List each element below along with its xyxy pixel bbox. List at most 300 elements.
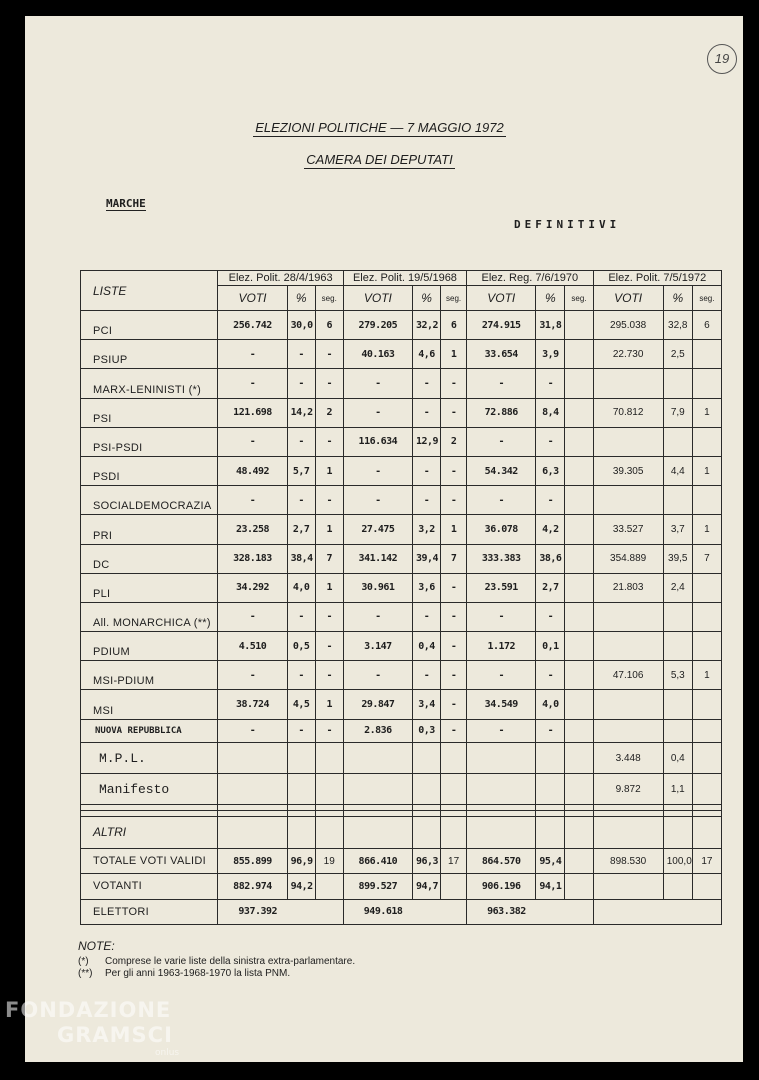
pct-header: %	[663, 286, 692, 311]
cell: 17	[692, 848, 721, 873]
cell: -	[343, 369, 412, 398]
cell: 96,9	[287, 848, 315, 873]
totals-label: VOTANTI	[81, 874, 218, 899]
cell: -	[467, 369, 536, 398]
cell: -	[412, 602, 440, 631]
cell: 23.258	[218, 515, 287, 544]
cell	[287, 816, 315, 848]
cell	[692, 774, 721, 805]
cell: 32,2	[412, 311, 440, 340]
pct-header: %	[536, 286, 565, 311]
cell: 8,4	[536, 398, 565, 427]
cell: 963.382	[467, 899, 593, 925]
cell: -	[441, 719, 467, 742]
cell	[692, 874, 721, 899]
table-row	[81, 742, 722, 773]
cell: 328.183	[218, 544, 287, 573]
table-row	[81, 774, 722, 805]
region-label: MARCHE	[106, 197, 146, 210]
cell	[692, 719, 721, 742]
cell	[692, 602, 721, 631]
cell: -	[536, 486, 565, 515]
cell	[565, 486, 593, 515]
cell: 256.742	[218, 311, 287, 340]
cell: 0,4	[663, 742, 692, 773]
cell: 341.142	[343, 544, 412, 573]
cell: 6	[692, 311, 721, 340]
cell: 1.172	[467, 632, 536, 661]
cell: 19	[315, 848, 343, 873]
cell: 2,7	[536, 573, 565, 602]
cell: 1	[315, 515, 343, 544]
cell	[692, 742, 721, 773]
table-row	[81, 602, 722, 631]
cell: 7	[692, 544, 721, 573]
cell: -	[467, 486, 536, 515]
cell	[565, 602, 593, 631]
cell	[663, 690, 692, 719]
party-name: M.P.L.	[81, 742, 218, 773]
note-key: (**)	[78, 968, 93, 979]
cell	[593, 369, 663, 398]
cell: -	[343, 602, 412, 631]
cell	[663, 427, 692, 456]
seg-header: seg.	[315, 286, 343, 311]
cell: -	[287, 427, 315, 456]
cell	[663, 486, 692, 515]
cell: 39,5	[663, 544, 692, 573]
totals-label: ELETTORI	[81, 899, 218, 925]
party-name: DC	[81, 544, 218, 573]
party-name: PDIUM	[81, 632, 218, 661]
cell: -	[343, 456, 412, 485]
table-row	[81, 456, 722, 485]
watermark-line: FONDAZIONE	[5, 998, 172, 1022]
cell	[565, 515, 593, 544]
party-name: PSIUP	[81, 340, 218, 369]
cell	[315, 816, 343, 848]
cell: 1	[441, 515, 467, 544]
cell	[218, 742, 287, 773]
title-text: ELEZIONI POLITICHE — 7 MAGGIO 1972	[255, 120, 504, 135]
cell: 1	[315, 573, 343, 602]
table-row	[81, 816, 722, 848]
cell: 39,4	[412, 544, 440, 573]
cell: 1	[315, 690, 343, 719]
cell: -	[315, 486, 343, 515]
table-row	[81, 486, 722, 515]
table-row	[81, 719, 722, 742]
cell: 70.812	[593, 398, 663, 427]
cell: -	[441, 573, 467, 602]
cell: 40.163	[343, 340, 412, 369]
cell: 3.448	[593, 742, 663, 773]
cell: 3.147	[343, 632, 412, 661]
cell: -	[441, 661, 467, 690]
cell: 54.342	[467, 456, 536, 485]
cell	[343, 774, 412, 805]
cell: 94,7	[412, 874, 440, 899]
cell: 121.698	[218, 398, 287, 427]
table-row	[81, 369, 722, 398]
election-header-1968: Elez. Polit. 19/5/1968	[343, 271, 466, 286]
cell	[565, 573, 593, 602]
cell: 22.730	[593, 340, 663, 369]
watermark-logo	[5, 998, 179, 1058]
cell: 39.305	[593, 456, 663, 485]
cell	[565, 456, 593, 485]
cell: 7,9	[663, 398, 692, 427]
table-row	[81, 690, 722, 719]
cell: 30.961	[343, 573, 412, 602]
cell: -	[287, 719, 315, 742]
cell: 6	[315, 311, 343, 340]
table-row	[81, 340, 722, 369]
cell: -	[441, 398, 467, 427]
seg-header: seg.	[692, 286, 721, 311]
cell: 2,5	[663, 340, 692, 369]
cell	[565, 632, 593, 661]
cell: 5,7	[287, 456, 315, 485]
cell: 30,0	[287, 311, 315, 340]
cell	[565, 544, 593, 573]
cell	[412, 742, 440, 773]
party-name: MSI	[81, 690, 218, 719]
cell: -	[441, 369, 467, 398]
cell	[593, 874, 663, 899]
cell: -	[315, 340, 343, 369]
election-header-1972: Elez. Polit. 7/5/1972	[593, 271, 721, 286]
cell: 5,3	[663, 661, 692, 690]
cell: 4,6	[412, 340, 440, 369]
cell	[692, 340, 721, 369]
cell: 1	[315, 456, 343, 485]
cell	[692, 573, 721, 602]
cell	[565, 774, 593, 805]
cell: 1,1	[663, 774, 692, 805]
page-number: 19	[707, 44, 737, 74]
totals-row-votanti	[81, 874, 722, 899]
cell	[593, 719, 663, 742]
cell: 100,0	[663, 848, 692, 873]
cell	[565, 719, 593, 742]
voti-header: VOTI	[343, 286, 412, 311]
cell: 0,3	[412, 719, 440, 742]
cell	[565, 661, 593, 690]
cell: 937.392	[218, 899, 343, 925]
cell: -	[536, 427, 565, 456]
cell	[343, 742, 412, 773]
cell: 34.549	[467, 690, 536, 719]
cell: 116.634	[343, 427, 412, 456]
cell: -	[218, 602, 287, 631]
cell: -	[412, 398, 440, 427]
cell: -	[467, 719, 536, 742]
cell: -	[343, 398, 412, 427]
note-text: Per gli anni 1963-1968-1970 la lista PNM.	[105, 968, 291, 979]
cell: 12,9	[412, 427, 440, 456]
cell	[593, 632, 663, 661]
cell	[593, 899, 721, 925]
cell: 864.570	[467, 848, 536, 873]
cell: 38,6	[536, 544, 565, 573]
cell: 72.886	[467, 398, 536, 427]
cell: 0,5	[287, 632, 315, 661]
cell: 34.292	[218, 573, 287, 602]
cell: -	[467, 427, 536, 456]
cell	[441, 816, 467, 848]
note-item	[78, 956, 355, 967]
cell: 94,1	[536, 874, 565, 899]
cell: 949.618	[343, 899, 466, 925]
cell: 3,2	[412, 515, 440, 544]
cell	[343, 816, 412, 848]
cell	[315, 742, 343, 773]
cell: -	[315, 369, 343, 398]
cell: -	[412, 661, 440, 690]
table-row	[81, 515, 722, 544]
cell: -	[315, 719, 343, 742]
cell: 4.510	[218, 632, 287, 661]
cell	[218, 774, 287, 805]
cell: 0,1	[536, 632, 565, 661]
cell	[663, 602, 692, 631]
cell	[565, 874, 593, 899]
cell: 4,5	[287, 690, 315, 719]
cell: 31,8	[536, 311, 565, 340]
cell: -	[218, 486, 287, 515]
party-name: MSI-PDIUM	[81, 661, 218, 690]
table-row	[81, 311, 722, 340]
cell: 2.836	[343, 719, 412, 742]
cell	[692, 816, 721, 848]
totals-label: TOTALE VOTI VALIDI	[81, 848, 218, 873]
cell: 866.410	[343, 848, 412, 873]
cell: 1	[692, 515, 721, 544]
cell: -	[412, 456, 440, 485]
cell	[692, 486, 721, 515]
cell: 906.196	[467, 874, 536, 899]
cell	[565, 742, 593, 773]
party-name: SOCIALDEMOCRAZIA	[81, 486, 218, 515]
cell: 1	[692, 456, 721, 485]
cell: 32,8	[663, 311, 692, 340]
cell: 2	[315, 398, 343, 427]
cell: 295.038	[593, 311, 663, 340]
cell: 2	[441, 427, 467, 456]
cell: 3,4	[412, 690, 440, 719]
cell	[692, 427, 721, 456]
cell: 7	[441, 544, 467, 573]
cell: 354.889	[593, 544, 663, 573]
cell: -	[287, 340, 315, 369]
note-item	[78, 968, 355, 979]
cell	[565, 340, 593, 369]
cell: 0,4	[412, 632, 440, 661]
totals-row-validi	[81, 848, 722, 873]
cell: 38.724	[218, 690, 287, 719]
cell: 9.872	[593, 774, 663, 805]
cell	[593, 690, 663, 719]
cell: 3,7	[663, 515, 692, 544]
cell	[565, 369, 593, 398]
cell: -	[441, 632, 467, 661]
cell	[467, 742, 536, 773]
cell: 3,6	[412, 573, 440, 602]
cell	[287, 774, 315, 805]
cell: 4,0	[287, 573, 315, 602]
cell: 23.591	[467, 573, 536, 602]
results-table	[80, 270, 722, 925]
cell: 48.492	[218, 456, 287, 485]
cell: -	[287, 661, 315, 690]
cell	[412, 816, 440, 848]
seg-header: seg.	[565, 286, 593, 311]
cell	[663, 632, 692, 661]
cell: -	[441, 486, 467, 515]
cell: 2,4	[663, 573, 692, 602]
cell: 1	[692, 398, 721, 427]
cell: -	[218, 369, 287, 398]
cell: 4,4	[663, 456, 692, 485]
cell	[536, 742, 565, 773]
cell: 1	[441, 340, 467, 369]
cell	[663, 719, 692, 742]
cell: 4,2	[536, 515, 565, 544]
cell: 27.475	[343, 515, 412, 544]
cell	[663, 369, 692, 398]
cell: -	[287, 369, 315, 398]
notes-heading: NOTE:	[78, 939, 115, 953]
party-name: PRI	[81, 515, 218, 544]
cell	[536, 816, 565, 848]
table-row	[81, 632, 722, 661]
cell	[565, 690, 593, 719]
cell: -	[343, 661, 412, 690]
cell: -	[467, 661, 536, 690]
cell: 47.106	[593, 661, 663, 690]
table-row	[81, 398, 722, 427]
cell: 95,4	[536, 848, 565, 873]
cell: -	[536, 369, 565, 398]
watermark-line: onlus	[155, 1048, 180, 1058]
cell	[441, 874, 467, 899]
pct-header: %	[412, 286, 440, 311]
liste-header: LISTE	[81, 271, 218, 311]
cell: -	[536, 719, 565, 742]
cell: -	[441, 456, 467, 485]
pct-header: %	[287, 286, 315, 311]
cell	[663, 816, 692, 848]
cell: 6,3	[536, 456, 565, 485]
cell: 33.654	[467, 340, 536, 369]
table-row	[81, 573, 722, 602]
party-name: PCI	[81, 311, 218, 340]
cell: 29.847	[343, 690, 412, 719]
cell: 21.803	[593, 573, 663, 602]
cell: -	[218, 427, 287, 456]
cell	[467, 816, 536, 848]
cell	[412, 774, 440, 805]
cell: -	[287, 602, 315, 631]
status-label: DEFINITIVI	[514, 218, 621, 231]
cell: -	[315, 602, 343, 631]
party-name: PSI-PSDI	[81, 427, 218, 456]
cell	[315, 874, 343, 899]
party-name: All. MONARCHICA (**)	[81, 602, 218, 631]
cell	[692, 632, 721, 661]
cell: -	[218, 340, 287, 369]
cell: -	[441, 690, 467, 719]
cell: 1	[692, 661, 721, 690]
voti-header: VOTI	[467, 286, 536, 311]
cell: 4,0	[536, 690, 565, 719]
table-row	[81, 427, 722, 456]
cell	[218, 816, 287, 848]
note-key: (*)	[78, 956, 89, 967]
cell: 96,3	[412, 848, 440, 873]
cell	[565, 311, 593, 340]
cell: 7	[315, 544, 343, 573]
cell	[441, 742, 467, 773]
cell	[287, 742, 315, 773]
cell: -	[412, 486, 440, 515]
cell	[565, 816, 593, 848]
cell	[663, 874, 692, 899]
cell: 333.383	[467, 544, 536, 573]
cell: 899.527	[343, 874, 412, 899]
party-name: PSI	[81, 398, 218, 427]
cell	[593, 602, 663, 631]
party-name: PLI	[81, 573, 218, 602]
election-header-1970: Elez. Reg. 7/6/1970	[467, 271, 593, 286]
totals-row-elettori	[81, 899, 722, 925]
voti-header: VOTI	[218, 286, 287, 311]
cell	[565, 848, 593, 873]
cell: 17	[441, 848, 467, 873]
cell: -	[287, 486, 315, 515]
cell: -	[218, 661, 287, 690]
election-header-1963: Elez. Polit. 28/4/1963	[218, 271, 343, 286]
voti-header: VOTI	[593, 286, 663, 311]
seg-header: seg.	[441, 286, 467, 311]
cell: 36.078	[467, 515, 536, 544]
table-row	[81, 544, 722, 573]
cell: 2,7	[287, 515, 315, 544]
cell	[593, 486, 663, 515]
cell: 3,9	[536, 340, 565, 369]
notes-section	[78, 939, 355, 979]
cell: -	[218, 719, 287, 742]
cell: 94,2	[287, 874, 315, 899]
cell: 898.530	[593, 848, 663, 873]
cell: 882.974	[218, 874, 287, 899]
document-title	[0, 120, 759, 135]
cell: 33.527	[593, 515, 663, 544]
cell: 38,4	[287, 544, 315, 573]
cell	[692, 369, 721, 398]
cell	[441, 774, 467, 805]
cell: 14,2	[287, 398, 315, 427]
note-text: Comprese le varie liste della sinistra extra-parlamentare.	[105, 956, 356, 967]
cell: -	[467, 602, 536, 631]
cell	[593, 427, 663, 456]
cell: 274.915	[467, 311, 536, 340]
cell: -	[441, 602, 467, 631]
party-name: MARX-LENINISTI (*)	[81, 369, 218, 398]
cell: -	[412, 369, 440, 398]
cell	[315, 774, 343, 805]
